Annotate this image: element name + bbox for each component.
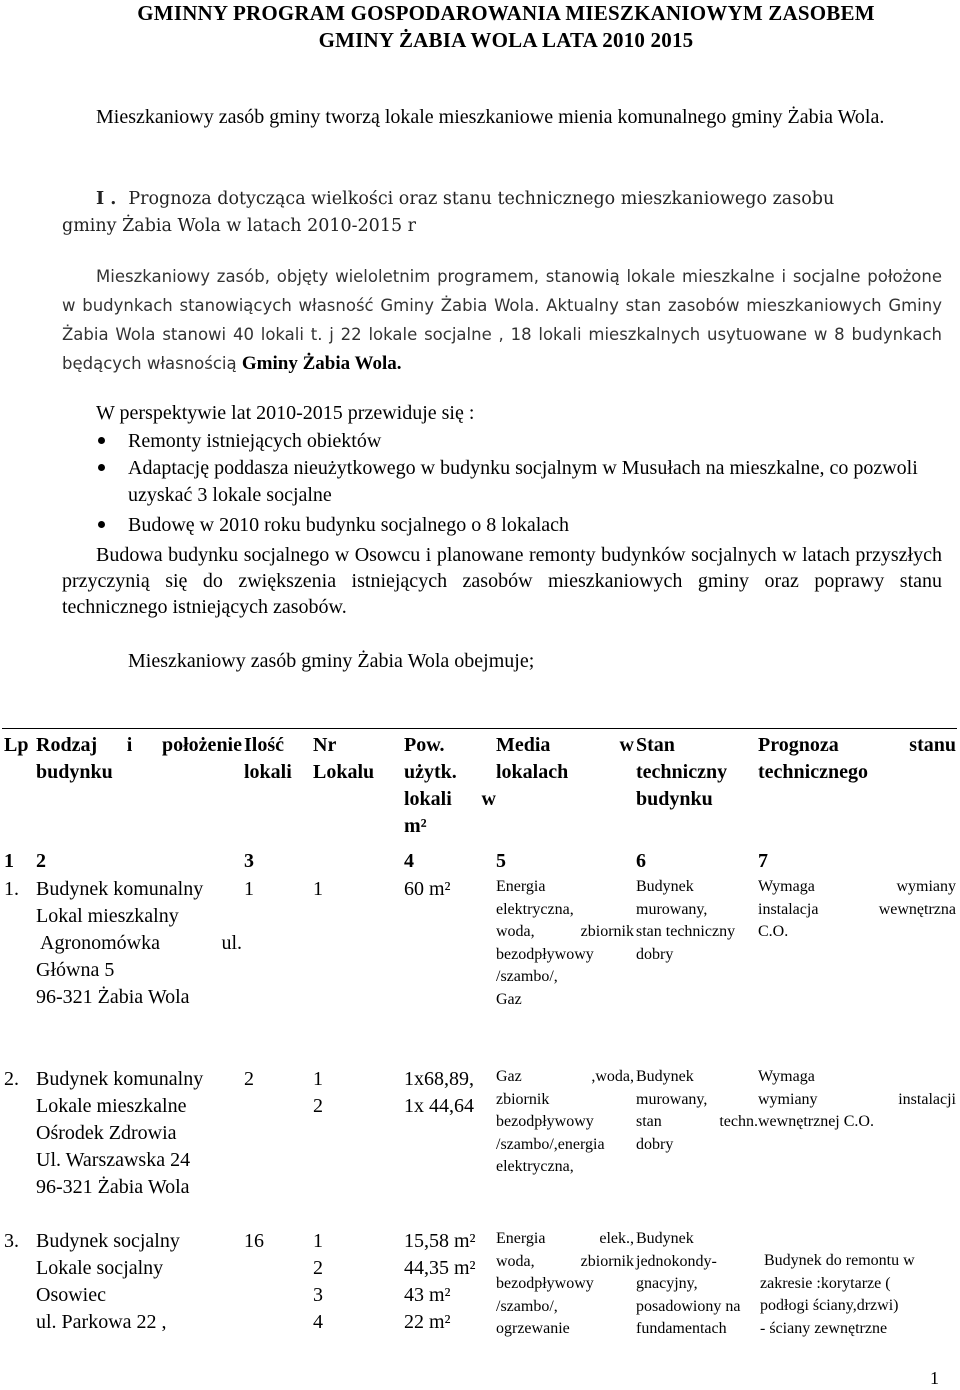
row3-area: 15,58 m² 44,35 m² 43 m² 22 m² (404, 1230, 476, 1333)
intro-paragraph: Mieszkaniowy zasób gminy tworzą lokale mieszkaniowe mienia komunalnego gminy Żabia Wola. (96, 106, 885, 128)
row2-number: 1 2 (313, 1068, 323, 1117)
row3-media: Energia elek., woda, zbiornik bezodpływowy /szambo/, ogrzewanie (496, 1230, 634, 1337)
row3-building: Budynek socjalny Lokale socjalny Osowiec ul. Parkowa 22 , (36, 1230, 180, 1333)
row1-building: Budynek komunalny Lokal mieszkalny Agronomówka ul. Główna 5 96-321 Żabia Wola (36, 878, 242, 1008)
stock-paragraph-part2: 22 lokale socjalne , 18 lokali mieszkalnych usytuowane w 8 budynkach będących własnością (62, 325, 942, 373)
row3-lp: 3. (4, 1230, 19, 1252)
row3-forecast: Budynek do remontu w zakresie :korytarze ( podłogi ściany,drzwi) - ściany zewnętrzne (760, 1252, 915, 1337)
stock-paragraph-owner: Gminy Żabia Wola. (241, 353, 402, 374)
row1-area: 60 m² (404, 878, 451, 900)
list-item-text: Adaptację poddasza nieużytkowego w budynku socjalnym w Musułach na mieszkalne, co pozwoli uzyskać 3 lokale socjalne (128, 457, 918, 506)
header-lp: Lp (4, 734, 29, 756)
row2-building: Budynek komunalny Lokale mieszkalne Ośrodek Zdrowia Ul. Warszawska 24 96-321 Żabia Wola (36, 1068, 204, 1198)
covers-line: Mieszkaniowy zasób gminy Żabia Wola obejmuje; (128, 650, 535, 672)
column-number: 7 (758, 850, 768, 872)
header-media: Media w lokalach (496, 734, 634, 783)
row1-count: 1 (244, 878, 254, 900)
row2-forecast: Wymaga wymiany instalacji wewnętrznej C.O. (758, 1068, 956, 1130)
header-forecast: Prognoza stanu technicznego (758, 734, 956, 783)
document-title-line2: GMINY ŻABIA WOLA LATA 2010 2015 (318, 28, 694, 52)
column-number: 1 (4, 850, 14, 872)
building-paragraph: Budowa budynku socjalnego w Osowcu i planowane remonty budynków socjalnych w latach przyszłych przyczynią się do zwiększenia istniejących zasobów mieszkaniowych gminy oraz poprawy stanu technicznego istniejących zasobów. (62, 544, 942, 618)
row1-media: Energia elektryczna, woda, zbiornik bezodpływowy /szambo/, Gaz (496, 878, 634, 1008)
column-number: 2 (36, 850, 46, 872)
row1-number: 1 (313, 878, 323, 900)
row3-state: Budynek jednokondy- gnacyjny, posadowiony na fundamentach (636, 1230, 741, 1337)
list-item-text: Remonty istniejących obiektów (128, 430, 382, 452)
page-number: 1 (930, 1368, 939, 1388)
header-area: Pow. użytk. lokali w m² (404, 734, 496, 837)
document-title-line1: GMINNY PROGRAM GOSPODAROWANIA MIESZKANIOWYM ZASOBEM (137, 1, 875, 25)
row1-forecast: Wymaga wymiany instalacja wewnętrzna C.O. (758, 878, 956, 940)
row2-media: Gaz ,woda, zbiornik bezodpływowy /szambo/,energia elektryczna, (496, 1068, 634, 1175)
column-number: 3 (244, 850, 254, 872)
row2-count: 2 (244, 1068, 254, 1090)
header-building: Rodzaj i położenie budynku (36, 734, 242, 783)
row1-lp: 1. (4, 878, 19, 900)
row2-area: 1x68,89, 1x 44,64 (404, 1068, 474, 1117)
perspective-lead: W perspektywie lat 2010-2015 przewiduje się : (96, 402, 475, 424)
section-heading-line2: gminy Żabia Wola w latach 2010-2015 r (62, 216, 417, 236)
section-number: I . (96, 189, 117, 209)
row2-state: Budynek murowany, stan techn. dobry (636, 1068, 758, 1153)
column-number: 5 (496, 850, 506, 872)
stock-paragraph-part1: Mieszkaniowy zasób, objęty wieloletnim programem, stanowią lokale mieszkalne i socjalne położone w budynkach stanowiących własność Gminy Żabia Wola. Aktualny stan zasobów mieszkaniowych Gminy Żabia Wola stanowi 40 lokali t. j (62, 267, 942, 344)
table-top-rule (2, 728, 957, 729)
header-state: Stan techniczny budynku (636, 734, 728, 810)
list-item-text: Budowę w 2010 roku budynku socjalnego o 8 lokalach (128, 514, 570, 536)
column-number: 6 (636, 850, 646, 872)
row1-state: Budynek murowany, stan techniczny dobry (636, 878, 736, 963)
column-number: 4 (404, 850, 414, 872)
header-number: Nr Lokalu (313, 734, 375, 783)
row3-number: 1 2 3 4 (313, 1230, 323, 1333)
section-heading-line1: Prognoza dotycząca wielkości oraz stanu technicznego mieszkaniowego zasobu (128, 189, 835, 209)
header-count: Ilość lokali (244, 734, 292, 783)
row3-count: 16 (244, 1230, 264, 1252)
row2-lp: 2. (4, 1068, 19, 1090)
